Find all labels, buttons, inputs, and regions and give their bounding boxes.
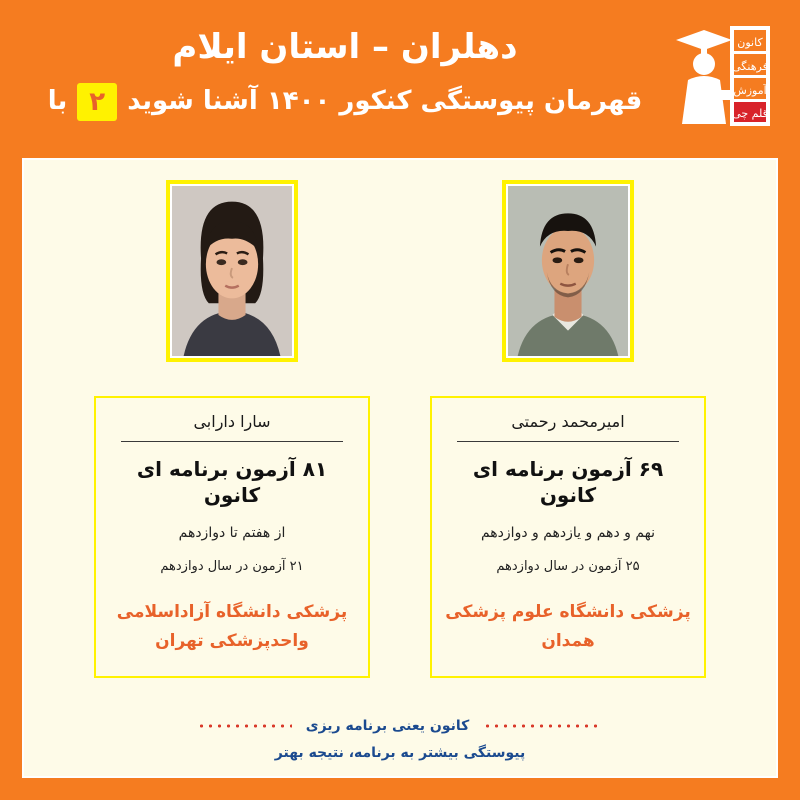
student-photo-frame <box>502 180 634 362</box>
students-list <box>24 180 776 678</box>
kanoon-logo-icon <box>668 18 776 140</box>
poster-title: دهلران – استان ایلام <box>172 27 518 67</box>
slogan-row-1 <box>24 715 776 737</box>
student-info <box>430 396 706 678</box>
student-card <box>430 180 706 678</box>
svg-text:آموزش: آموزش <box>733 84 767 97</box>
subtitle-suffix: قهرمان پیوستگی کنکور ۱۴۰۰ آشنا شوید <box>127 85 643 116</box>
subtitle-prefix: با <box>47 85 68 116</box>
portrait-icon <box>508 186 628 356</box>
student-university-line1: پزشکی دانشگاه آزاداسلامی <box>116 601 348 622</box>
student-name: امیرمحمد رحمتی <box>457 412 679 442</box>
content-panel <box>22 158 778 778</box>
student-exams-twelfth: ۲۱ آزمون در سال دوازدهم <box>160 558 304 574</box>
student-university-line2: واحدپزشکی تهران <box>155 630 309 651</box>
student-exam-total: ۸۱ آزمون برنامه ای کانون <box>136 457 328 507</box>
dotted-rule-right-icon <box>197 723 292 729</box>
student-photo <box>508 186 628 356</box>
dotted-rule-left-icon <box>483 723 603 729</box>
poster-header <box>0 0 800 158</box>
svg-text:کانون: کانون <box>737 36 763 49</box>
student-exams-twelfth: ۲۵ آزمون در سال دوازدهم <box>496 558 640 574</box>
header-text-block <box>30 26 660 121</box>
student-university-line2: همدان <box>541 630 595 651</box>
student-card <box>94 180 370 678</box>
kanoon-logo <box>668 18 778 140</box>
student-name: سارا دارابی <box>121 412 343 442</box>
footer-slogan <box>24 715 776 764</box>
poster-subtitle <box>30 83 660 121</box>
portrait-icon <box>172 186 292 356</box>
student-exam-total: ۶۹ آزمون برنامه ای کانون <box>472 457 664 507</box>
svg-text:فرهنگی: فرهنگی <box>732 60 768 73</box>
champion-count-badge: ۲ <box>77 83 117 121</box>
student-grade-range: از هفتم تا دوازدهم <box>178 525 286 541</box>
student-photo <box>172 186 292 356</box>
svg-text:قلم چی: قلم چی <box>732 107 768 120</box>
student-photo-frame <box>166 180 298 362</box>
student-university-line1: پزشکی دانشگاه علوم پزشکی <box>445 601 691 622</box>
slogan-line-2: پیوستگی بیشتر به برنامه، نتیجه بهتر <box>274 744 526 761</box>
student-info <box>94 396 370 678</box>
student-grade-range: نهم و دهم و یازدهم و دوازدهم <box>480 525 656 541</box>
slogan-line-1: کانون یعنی برنامه ریزی <box>305 718 470 735</box>
